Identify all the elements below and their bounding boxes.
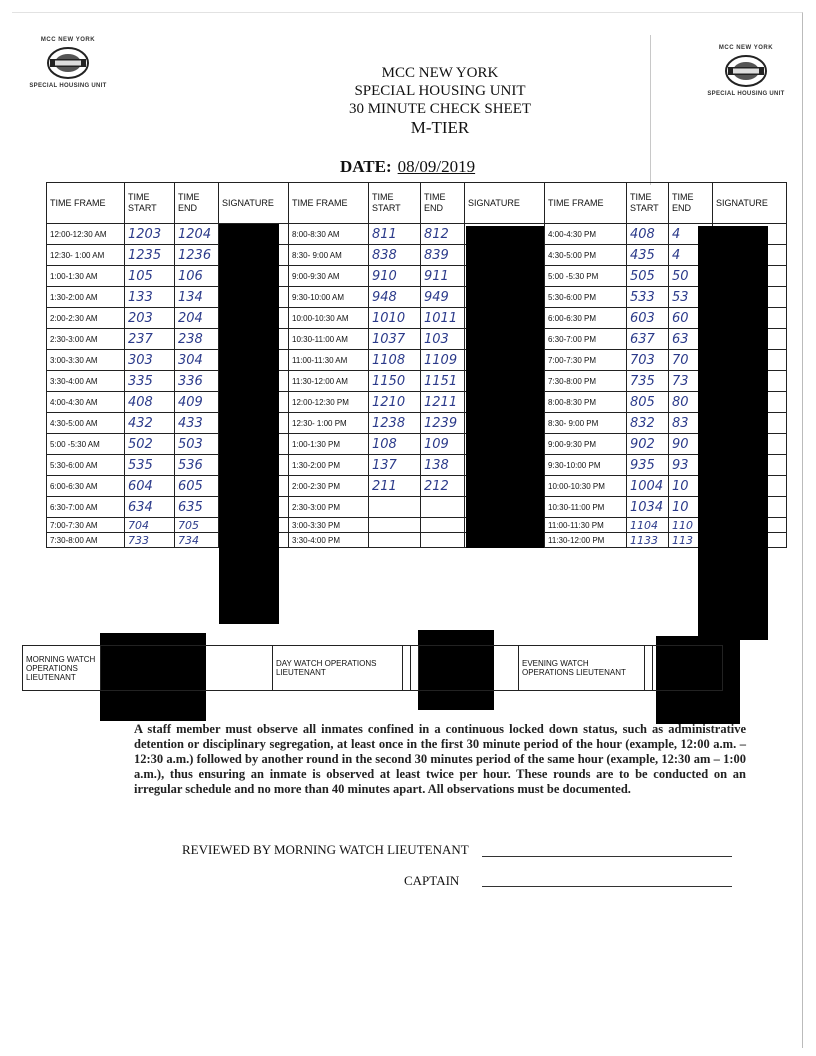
date-label: DATE: xyxy=(340,157,392,176)
time-start-cell[interactable]: 432 xyxy=(125,413,175,434)
time-end-cell[interactable]: 83 xyxy=(669,413,713,434)
time-frame-cell: 11:00-11:30 PM xyxy=(545,518,627,533)
title-line-2: SPECIAL HOUSING UNIT xyxy=(354,83,526,99)
time-end-cell[interactable]: 503 xyxy=(175,434,219,455)
captain-signature-line[interactable] xyxy=(482,886,732,887)
table-row xyxy=(47,533,787,548)
time-end-cell[interactable]: 433 xyxy=(175,413,219,434)
day-watch-gap xyxy=(403,646,411,691)
time-end-cell[interactable]: 839 xyxy=(421,245,465,266)
time-end-cell[interactable]: 734 xyxy=(175,533,219,548)
table-row xyxy=(47,287,787,308)
time-frame-cell: 9:00-9:30 AM xyxy=(289,266,369,287)
time-start-cell[interactable]: 137 xyxy=(369,455,421,476)
redaction-bar xyxy=(219,224,279,624)
logo-top-text: MCC NEW YORK xyxy=(40,37,96,43)
time-frame-cell: 6:00-6:30 AM xyxy=(47,476,125,497)
time-frame-cell: 10:00-10:30 PM xyxy=(545,476,627,497)
time-end-cell[interactable]: 812 xyxy=(421,224,465,245)
table-row xyxy=(47,476,787,497)
time-frame-cell: 7:30-8:00 PM xyxy=(545,371,627,392)
time-end-cell[interactable]: 212 xyxy=(421,476,465,497)
column-header: TIME END xyxy=(421,183,465,224)
time-start-cell[interactable]: 805 xyxy=(627,392,669,413)
time-start-cell[interactable]: 211 xyxy=(369,476,421,497)
time-frame-cell: 5:00 -5:30 PM xyxy=(545,266,627,287)
time-end-cell[interactable]: 4 xyxy=(669,245,713,266)
time-frame-cell: 4:00-4:30 AM xyxy=(47,392,125,413)
time-end-cell[interactable]: 138 xyxy=(421,455,465,476)
time-start-cell[interactable]: 735 xyxy=(627,371,669,392)
header-row xyxy=(47,183,787,224)
time-end-cell[interactable]: 60 xyxy=(669,308,713,329)
day-watch-signature[interactable] xyxy=(419,646,519,691)
time-start-cell[interactable] xyxy=(369,533,421,548)
time-end-cell[interactable]: 1151 xyxy=(421,371,465,392)
time-start-cell[interactable]: 603 xyxy=(627,308,669,329)
time-start-cell[interactable]: 502 xyxy=(125,434,175,455)
time-start-cell[interactable]: 303 xyxy=(125,350,175,371)
time-start-cell[interactable]: 203 xyxy=(125,308,175,329)
time-end-cell[interactable]: 1236 xyxy=(175,245,219,266)
time-end-cell[interactable]: 911 xyxy=(421,266,465,287)
date-value: 08/09/2019 xyxy=(397,157,476,176)
time-frame-cell: 4:30-5:00 AM xyxy=(47,413,125,434)
time-start-cell[interactable]: 1034 xyxy=(627,497,669,518)
time-end-cell[interactable]: 635 xyxy=(175,497,219,518)
logo-top-text: MCC NEW YORK xyxy=(718,45,774,51)
time-frame-cell: 10:30-11:00 AM xyxy=(289,329,369,350)
time-start-cell[interactable]: 133 xyxy=(125,287,175,308)
time-start-cell[interactable]: 902 xyxy=(627,434,669,455)
time-start-cell[interactable]: 105 xyxy=(125,266,175,287)
watch-signature-table xyxy=(22,645,723,691)
evening-watch-gap xyxy=(645,646,653,691)
logo-bottom-text: SPECIAL HOUSING UNIT xyxy=(707,91,785,97)
table-row xyxy=(47,329,787,350)
time-end-cell[interactable]: 93 xyxy=(669,455,713,476)
time-end-cell[interactable]: 10 xyxy=(669,497,713,518)
time-end-cell[interactable]: 1204 xyxy=(175,224,219,245)
time-start-cell[interactable]: 505 xyxy=(627,266,669,287)
table-row xyxy=(47,413,787,434)
table-row xyxy=(47,392,787,413)
time-start-cell[interactable]: 948 xyxy=(369,287,421,308)
table-row xyxy=(47,266,787,287)
time-end-cell[interactable]: 106 xyxy=(175,266,219,287)
time-frame-cell: 11:00-11:30 AM xyxy=(289,350,369,371)
time-frame-cell: 8:00-8:30 PM xyxy=(545,392,627,413)
time-frame-cell: 12:00-12:30 PM xyxy=(289,392,369,413)
column-header: TIME END xyxy=(669,183,713,224)
time-start-cell[interactable]: 1108 xyxy=(369,350,421,371)
time-start-cell[interactable]: 604 xyxy=(125,476,175,497)
table-row xyxy=(47,245,787,266)
time-frame-cell: 6:30-7:00 PM xyxy=(545,329,627,350)
time-frame-cell: 5:30-6:00 AM xyxy=(47,455,125,476)
captain-label: CAPTAIN xyxy=(404,873,460,888)
time-frame-cell: 7:00-7:30 AM xyxy=(47,518,125,533)
time-start-cell[interactable]: 1104 xyxy=(627,518,669,533)
sheet-title xyxy=(300,64,580,138)
table-row xyxy=(47,518,787,533)
check-table xyxy=(46,182,787,548)
date-line xyxy=(340,157,475,177)
time-start-cell[interactable]: 1235 xyxy=(125,245,175,266)
time-start-cell[interactable]: 832 xyxy=(627,413,669,434)
time-frame-cell: 3:00-3:30 PM xyxy=(289,518,369,533)
time-frame-cell: 4:30-5:00 PM xyxy=(545,245,627,266)
time-frame-cell: 12:30- 1:00 AM xyxy=(47,245,125,266)
table-row xyxy=(47,350,787,371)
column-header: TIME FRAME xyxy=(289,183,369,224)
column-header: TIME START xyxy=(627,183,669,224)
table-row xyxy=(47,455,787,476)
table-body xyxy=(47,224,787,548)
title-line-1: MCC NEW YORK xyxy=(381,65,499,81)
time-frame-cell: 12:00-12:30 AM xyxy=(47,224,125,245)
time-end-cell[interactable]: 536 xyxy=(175,455,219,476)
time-start-cell[interactable]: 935 xyxy=(627,455,669,476)
time-end-cell[interactable]: 10 xyxy=(669,476,713,497)
time-end-cell[interactable]: 80 xyxy=(669,392,713,413)
time-end-cell[interactable]: 304 xyxy=(175,350,219,371)
time-start-cell[interactable]: 703 xyxy=(627,350,669,371)
time-start-cell[interactable]: 811 xyxy=(369,224,421,245)
redaction-bar xyxy=(698,226,768,640)
column-header: TIME START xyxy=(125,183,175,224)
column-header: SIGNATURE xyxy=(219,183,289,224)
time-end-cell[interactable]: 53 xyxy=(669,287,713,308)
time-end-cell[interactable]: 50 xyxy=(669,266,713,287)
day-watch-label: DAY WATCH OPERATIONS LIEUTENANT xyxy=(273,646,403,691)
table-row xyxy=(47,224,787,245)
time-frame-cell: 5:00 -5:30 AM xyxy=(47,434,125,455)
time-frame-cell: 11:30-12:00 AM xyxy=(289,371,369,392)
time-start-cell[interactable]: 910 xyxy=(369,266,421,287)
column-header: TIME START xyxy=(369,183,421,224)
time-end-cell[interactable]: 90 xyxy=(669,434,713,455)
time-end-cell[interactable] xyxy=(421,497,465,518)
time-end-cell[interactable]: 73 xyxy=(669,371,713,392)
day-watch-gap xyxy=(411,646,419,691)
time-start-cell[interactable]: 108 xyxy=(369,434,421,455)
time-frame-cell: 6:00-6:30 PM xyxy=(545,308,627,329)
table-row xyxy=(47,308,787,329)
time-start-cell[interactable]: 1210 xyxy=(369,392,421,413)
time-end-cell[interactable]: 1011 xyxy=(421,308,465,329)
time-end-cell[interactable]: 134 xyxy=(175,287,219,308)
time-start-cell[interactable]: 1010 xyxy=(369,308,421,329)
time-end-cell[interactable]: 1239 xyxy=(421,413,465,434)
time-frame-cell: 8:30- 9:00 AM xyxy=(289,245,369,266)
table-row xyxy=(47,497,787,518)
evening-watch-label: EVENING WATCH OPERATIONS LIEUTENANT xyxy=(519,646,645,691)
time-end-cell[interactable]: 103 xyxy=(421,329,465,350)
scan-line xyxy=(650,35,651,185)
column-header: SIGNATURE xyxy=(713,183,787,224)
table-row xyxy=(47,434,787,455)
time-frame-cell: 1:00-1:30 PM xyxy=(289,434,369,455)
time-frame-cell: 6:30-7:00 AM xyxy=(47,497,125,518)
time-frame-cell: 8:00-8:30 AM xyxy=(289,224,369,245)
time-frame-cell: 2:30-3:00 AM xyxy=(47,329,125,350)
time-end-cell[interactable] xyxy=(421,533,465,548)
time-end-cell[interactable]: 109 xyxy=(421,434,465,455)
time-frame-cell: 10:30-11:00 PM xyxy=(545,497,627,518)
time-start-cell[interactable]: 335 xyxy=(125,371,175,392)
time-end-cell[interactable]: 113 xyxy=(669,533,713,548)
time-start-cell[interactable] xyxy=(369,518,421,533)
column-header: TIME FRAME xyxy=(545,183,627,224)
column-header: TIME FRAME xyxy=(47,183,125,224)
time-frame-cell: 9:00-9:30 PM xyxy=(545,434,627,455)
time-start-cell[interactable]: 533 xyxy=(627,287,669,308)
time-frame-cell: 1:30-2:00 AM xyxy=(47,287,125,308)
time-frame-cell: 3:30-4:00 AM xyxy=(47,371,125,392)
time-frame-cell: 4:00-4:30 PM xyxy=(545,224,627,245)
time-end-cell[interactable]: 1211 xyxy=(421,392,465,413)
time-frame-cell: 10:00-10:30 AM xyxy=(289,308,369,329)
column-header: SIGNATURE xyxy=(465,183,545,224)
time-end-cell[interactable]: 4 xyxy=(669,224,713,245)
time-start-cell[interactable]: 408 xyxy=(125,392,175,413)
time-start-cell[interactable]: 838 xyxy=(369,245,421,266)
time-frame-cell: 2:00-2:30 PM xyxy=(289,476,369,497)
time-frame-cell: 5:30-6:00 PM xyxy=(545,287,627,308)
morning-watch-label: MORNING WATCH OPERATIONS LIEUTENANT xyxy=(23,646,101,691)
logo-right xyxy=(706,45,786,97)
time-frame-cell: 7:00-7:30 PM xyxy=(545,350,627,371)
time-end-cell[interactable]: 70 xyxy=(669,350,713,371)
time-end-cell[interactable]: 1109 xyxy=(421,350,465,371)
reviewed-label: REVIEWED BY MORNING WATCH LIEUTENANT xyxy=(182,842,469,857)
logo-left xyxy=(28,37,108,89)
time-end-cell[interactable]: 705 xyxy=(175,518,219,533)
time-end-cell[interactable]: 63 xyxy=(669,329,713,350)
time-start-cell[interactable]: 1133 xyxy=(627,533,669,548)
time-frame-cell: 9:30-10:00 PM xyxy=(545,455,627,476)
title-line-4: M-TIER xyxy=(410,118,470,137)
logo-bottom-text: SPECIAL HOUSING UNIT xyxy=(29,83,107,89)
time-frame-cell: 3:00-3:30 AM xyxy=(47,350,125,371)
time-end-cell[interactable]: 949 xyxy=(421,287,465,308)
time-start-cell[interactable]: 1004 xyxy=(627,476,669,497)
time-start-cell[interactable]: 435 xyxy=(627,245,669,266)
table-row xyxy=(47,371,787,392)
time-end-cell[interactable]: 336 xyxy=(175,371,219,392)
time-start-cell[interactable]: 535 xyxy=(125,455,175,476)
time-frame-cell: 12:30- 1:00 PM xyxy=(289,413,369,434)
time-end-cell[interactable]: 605 xyxy=(175,476,219,497)
time-start-cell[interactable]: 237 xyxy=(125,329,175,350)
time-frame-cell: 2:30-3:00 PM xyxy=(289,497,369,518)
time-start-cell[interactable]: 704 xyxy=(125,518,175,533)
time-start-cell[interactable] xyxy=(369,497,421,518)
time-start-cell[interactable]: 1037 xyxy=(369,329,421,350)
column-header: TIME END xyxy=(175,183,219,224)
time-start-cell[interactable]: 733 xyxy=(125,533,175,548)
time-end-cell[interactable]: 238 xyxy=(175,329,219,350)
time-frame-cell: 8:30- 9:00 PM xyxy=(545,413,627,434)
time-end-cell[interactable]: 110 xyxy=(669,518,713,533)
time-frame-cell: 1:30-2:00 PM xyxy=(289,455,369,476)
time-end-cell[interactable]: 409 xyxy=(175,392,219,413)
time-start-cell[interactable]: 1238 xyxy=(369,413,421,434)
seal-icon xyxy=(46,46,90,80)
time-frame-cell: 3:30-4:00 PM xyxy=(289,533,369,548)
reviewed-signature-line[interactable] xyxy=(482,856,732,857)
time-start-cell[interactable]: 1150 xyxy=(369,371,421,392)
seal-icon xyxy=(724,54,768,88)
time-frame-cell: 7:30-8:00 AM xyxy=(47,533,125,548)
time-frame-cell: 2:00-2:30 AM xyxy=(47,308,125,329)
evening-watch-signature[interactable] xyxy=(653,646,723,691)
time-end-cell[interactable] xyxy=(421,518,465,533)
time-frame-cell: 11:30-12:00 PM xyxy=(545,533,627,548)
time-start-cell[interactable]: 408 xyxy=(627,224,669,245)
policy-note: A staff member must observe all inmates confined in a continuous locked down status, such as administrative detention or disciplinary segregation, at least once in the first 30 minute period of the hour (example, 12:00 a.m. – 12:30 a.m.) followed by another round in the second 30 minutes period of the same hour (example, 12:30 am – 1:00 a.m.), thus ensuring an inmate is observed at least twice per hour. These rounds are to be conducted on an irregular schedule and no more than 40 minutes apart. All observations must be documented. xyxy=(134,722,746,796)
time-frame-cell: 9:30-10:00 AM xyxy=(289,287,369,308)
title-line-3: 30 MINUTE CHECK SHEET xyxy=(348,101,532,117)
time-start-cell[interactable]: 1203 xyxy=(125,224,175,245)
redaction-bar xyxy=(466,226,544,548)
time-start-cell[interactable]: 637 xyxy=(627,329,669,350)
time-end-cell[interactable]: 204 xyxy=(175,308,219,329)
morning-watch-signature[interactable] xyxy=(101,646,273,691)
time-frame-cell: 1:00-1:30 AM xyxy=(47,266,125,287)
time-start-cell[interactable]: 634 xyxy=(125,497,175,518)
